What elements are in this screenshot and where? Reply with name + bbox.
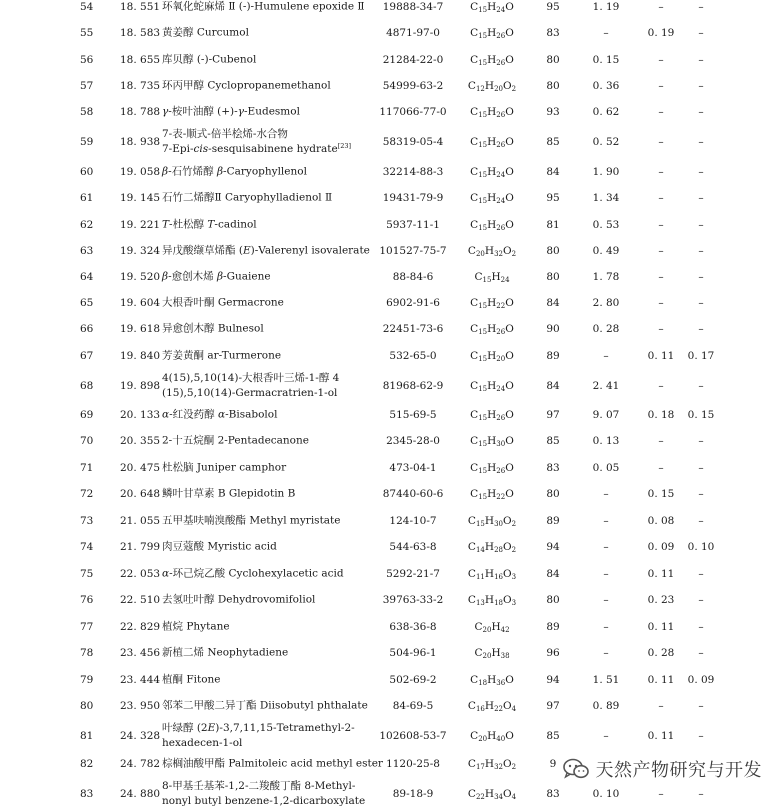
- molecular-formula: $C_{20}H_{38}$: [474, 647, 510, 660]
- cas-number: 19431-79-9: [382, 192, 444, 204]
- content-value-c: –: [698, 1, 704, 13]
- cas-number: 84-69-5: [392, 700, 434, 712]
- row-number: 80: [80, 700, 94, 712]
- match-score: 80: [546, 271, 560, 283]
- compound-name: 库贝醇 (-)-Cubenol: [162, 53, 257, 66]
- content-value-c: 0. 15: [687, 409, 715, 421]
- content-value-c: 0. 17: [687, 350, 715, 362]
- molecular-formula: $C_{13}H_{18}O_3$: [467, 594, 517, 607]
- match-score: 96: [546, 647, 560, 659]
- table-row: [0, 0, 784, 20]
- content-value-b: –: [658, 700, 664, 712]
- match-score: 80: [546, 80, 560, 92]
- cas-number: 4871-97-0: [386, 27, 440, 39]
- table-row: [0, 428, 784, 454]
- compound-name: T-杜松醇 T-cadinol: [162, 218, 257, 231]
- match-score: 85: [546, 730, 560, 742]
- molecular-formula: $C_{20}H_{32}O_2$: [467, 245, 517, 258]
- content-value-a: –: [603, 621, 609, 633]
- table-row: [0, 508, 784, 534]
- content-value-a: –: [603, 488, 609, 500]
- match-score: 80: [546, 54, 560, 66]
- content-value-c: –: [698, 192, 704, 204]
- content-value-b: –: [658, 192, 664, 204]
- row-number: 82: [80, 758, 94, 770]
- content-value-b: –: [658, 271, 664, 283]
- row-number: 68: [80, 380, 94, 392]
- retention-time: 18. 735: [120, 80, 161, 92]
- match-score: 89: [546, 515, 560, 527]
- match-score: 95: [546, 1, 560, 13]
- table-row: [0, 316, 784, 342]
- content-value-a: 1. 78: [592, 271, 620, 283]
- molecular-formula: $C_{15}H_{24}O$: [470, 1, 514, 14]
- content-value-a: –: [603, 27, 609, 39]
- cas-number: 101527-75-7: [379, 245, 447, 257]
- table-row: [0, 238, 784, 264]
- match-score: 9: [549, 758, 557, 770]
- cas-number: 6902-91-6: [386, 297, 440, 309]
- row-number: 77: [80, 621, 94, 633]
- content-value-a: –: [603, 647, 609, 659]
- content-value-a: –: [603, 568, 609, 580]
- content-value-c: –: [698, 245, 704, 257]
- table-row: [0, 47, 784, 73]
- row-number: 58: [80, 106, 94, 118]
- table-row: [0, 99, 784, 125]
- table-row: [0, 640, 784, 666]
- molecular-formula: $C_{15}H_{22}O$: [470, 488, 514, 501]
- table-row: [0, 369, 784, 403]
- retention-time: 19. 520: [120, 271, 161, 283]
- content-value-b: –: [658, 1, 664, 13]
- compound-name: 植酮 Fitone: [162, 673, 221, 686]
- content-value-b: –: [658, 106, 664, 118]
- row-number: 59: [80, 136, 94, 148]
- cas-number: 638-36-8: [389, 621, 437, 633]
- compound-name: β-愈创木烯 β-Guaiene: [162, 270, 271, 283]
- retention-time: 22. 510: [120, 594, 161, 606]
- content-value-a: 0. 36: [592, 80, 620, 92]
- content-value-b: –: [658, 136, 664, 148]
- match-score: 81: [546, 219, 560, 231]
- compound-name: 大根香叶酮 Germacrone: [162, 296, 284, 309]
- match-score: 80: [546, 245, 560, 257]
- content-value-b: 0. 11: [647, 350, 675, 362]
- match-score: 93: [546, 106, 560, 118]
- content-value-a: 1. 34: [592, 192, 620, 204]
- compound-name: 7-表-顺式-倍半桧烯-水合物 7-Epi-cis-sesquisabinene hydrate[23]: [162, 128, 352, 155]
- row-number: 62: [80, 219, 94, 231]
- retention-time: 20. 475: [120, 462, 161, 474]
- compound-name: 芳姜黄酮 ar-Turmerone: [162, 349, 282, 362]
- content-value-b: –: [658, 80, 664, 92]
- cas-number: 39763-33-2: [382, 594, 444, 606]
- molecular-formula: $C_{15}H_{30}O$: [470, 435, 514, 448]
- content-value-c: 0. 10: [687, 541, 715, 553]
- cas-number: 87440-60-6: [382, 488, 444, 500]
- cas-number: 502-69-2: [389, 674, 437, 686]
- match-score: 80: [546, 594, 560, 606]
- content-value-a: 0. 10: [592, 788, 620, 800]
- table-row: [0, 587, 784, 613]
- table-row: [0, 561, 784, 587]
- compound-name: 五甲基呋喃溴酸酯 Methyl myristate: [162, 514, 341, 527]
- molecular-formula: $C_{20}H_{40}O$: [470, 730, 514, 743]
- compound-name: 石竹二烯醇Ⅱ Caryophylladienol Ⅱ: [162, 191, 333, 204]
- match-score: 94: [546, 541, 560, 553]
- compound-name: 8-甲基壬基苯-1,2-二羧酸丁酯 8-Methyl- nonyl butyl benzene-1,2-dicarboxylate: [162, 780, 366, 807]
- compound-name: 肉豆蔻酸 Myristic acid: [162, 540, 277, 553]
- match-score: 83: [546, 788, 560, 800]
- compound-name: 邻苯二甲酸二异丁酯 Diisobutyl phthalate: [162, 699, 368, 712]
- molecular-formula: $C_{15}H_{24}O$: [470, 166, 514, 179]
- compound-name: 黄姜醇 Curcumol: [162, 26, 249, 39]
- match-score: 90: [546, 323, 560, 335]
- content-value-a: 1. 19: [592, 1, 620, 13]
- match-score: 94: [546, 674, 560, 686]
- content-value-a: 0. 49: [592, 245, 620, 257]
- content-value-c: 0. 09: [687, 674, 715, 686]
- content-value-a: 0. 53: [592, 219, 620, 231]
- cas-number: 504-96-1: [389, 647, 437, 659]
- row-number: 72: [80, 488, 94, 500]
- match-score: 89: [546, 621, 560, 633]
- content-value-a: 0. 28: [592, 323, 620, 335]
- table-row: [0, 125, 784, 159]
- row-number: 71: [80, 462, 94, 474]
- compound-name: 棕榈油酸甲酯 Palmitoleic acid methyl ester: [162, 757, 383, 770]
- row-number: 61: [80, 192, 94, 204]
- content-value-b: 0. 11: [647, 568, 675, 580]
- compound-name: 环丙甲醇 Cyclopropanemethanol: [162, 79, 331, 92]
- row-number: 67: [80, 350, 94, 362]
- molecular-formula: $C_{15}H_{26}O$: [470, 219, 514, 232]
- content-value-c: –: [698, 380, 704, 392]
- table-row: [0, 343, 784, 369]
- table-row: [0, 185, 784, 211]
- molecular-formula: $C_{15}H_{26}O$: [470, 409, 514, 422]
- content-value-b: 0. 19: [647, 27, 675, 39]
- match-score: 89: [546, 350, 560, 362]
- content-value-c: –: [698, 435, 704, 447]
- content-value-a: 0. 62: [592, 106, 620, 118]
- content-value-b: –: [658, 166, 664, 178]
- retention-time: 19. 618: [120, 323, 161, 335]
- table-row: [0, 534, 784, 560]
- retention-time: 20. 133: [120, 409, 161, 421]
- content-value-b: –: [658, 323, 664, 335]
- compound-name: 2-十五烷酮 2-Pentadecanone: [162, 434, 309, 447]
- table-row: [0, 614, 784, 640]
- content-value-c: –: [698, 219, 704, 231]
- compound-name: β-石竹烯醇 β-Caryophyllenol: [162, 165, 307, 178]
- compound-name: 去氢吐叶醇 Dehydrovomifoliol: [162, 593, 316, 606]
- match-score: 84: [546, 166, 560, 178]
- cas-number: 54999-63-2: [382, 80, 444, 92]
- row-number: 63: [80, 245, 94, 257]
- row-number: 64: [80, 271, 94, 283]
- retention-time: 19. 058: [120, 166, 161, 178]
- row-number: 83: [80, 788, 94, 800]
- table-row: [0, 667, 784, 693]
- molecular-formula: $C_{15}H_{26}O$: [470, 323, 514, 336]
- row-number: 78: [80, 647, 94, 659]
- retention-time: 23. 444: [120, 674, 161, 686]
- cas-number: 89-18-9: [392, 788, 434, 800]
- compound-name: 新植二烯 Neophytadiene: [162, 646, 289, 659]
- content-value-c: –: [698, 488, 704, 500]
- content-value-b: 0. 28: [647, 647, 675, 659]
- retention-time: 19. 221: [120, 219, 161, 231]
- content-value-c: –: [698, 515, 704, 527]
- compound-name: 异戊酸缬草烯酯 (E)-Valerenyl isovalerate: [162, 244, 370, 257]
- row-number: 76: [80, 594, 94, 606]
- match-score: 97: [546, 700, 560, 712]
- molecular-formula: $C_{15}H_{24}O$: [470, 380, 514, 393]
- row-number: 79: [80, 674, 94, 686]
- content-value-a: –: [603, 515, 609, 527]
- retention-time: 19. 145: [120, 192, 161, 204]
- content-value-a: –: [603, 350, 609, 362]
- content-value-b: 0. 23: [647, 594, 675, 606]
- content-value-c: –: [698, 323, 704, 335]
- match-score: 80: [546, 488, 560, 500]
- row-number: 65: [80, 297, 94, 309]
- cas-number: 124-10-7: [389, 515, 437, 527]
- content-value-b: –: [658, 54, 664, 66]
- row-number: 60: [80, 166, 94, 178]
- compound-name: 环氧化蛇麻烯 Ⅱ (-)-Humulene epoxide Ⅱ: [162, 0, 365, 13]
- retention-time: 19. 604: [120, 297, 161, 309]
- retention-time: 24. 880: [120, 788, 161, 800]
- content-value-c: –: [698, 462, 704, 474]
- molecular-formula: $C_{14}H_{28}O_2$: [467, 541, 517, 554]
- table-row: [0, 20, 784, 46]
- cas-number: 81968-62-9: [382, 380, 444, 392]
- content-value-a: 0. 89: [592, 700, 620, 712]
- retention-time: 18. 938: [120, 136, 161, 148]
- content-value-a: 1. 51: [592, 674, 620, 686]
- content-value-c: –: [698, 621, 704, 633]
- cas-number: 1120-25-8: [386, 758, 440, 770]
- content-value-a: 2. 80: [592, 297, 620, 309]
- content-value-a: –: [603, 594, 609, 606]
- match-score: 83: [546, 27, 560, 39]
- wechat-icon: [562, 757, 590, 781]
- molecular-formula: $C_{18}H_{36}O$: [470, 674, 514, 687]
- table-row: [0, 719, 784, 753]
- cas-number: 544-63-8: [389, 541, 437, 553]
- cas-number: 19888-34-7: [382, 1, 444, 13]
- cas-number: 21284-22-0: [382, 54, 444, 66]
- content-value-c: –: [698, 594, 704, 606]
- content-value-a: –: [603, 541, 609, 553]
- match-score: 97: [546, 409, 560, 421]
- cas-number: 117066-77-0: [379, 106, 447, 118]
- content-value-a: 0. 15: [592, 54, 620, 66]
- content-value-a: 0. 05: [592, 462, 620, 474]
- molecular-formula: $C_{20}H_{42}$: [474, 621, 510, 634]
- content-value-b: –: [658, 380, 664, 392]
- retention-time: 21. 055: [120, 515, 161, 527]
- content-value-b: 0. 08: [647, 515, 675, 527]
- retention-time: 20. 648: [120, 488, 161, 500]
- content-value-a: 9. 07: [592, 409, 620, 421]
- compound-name: 杜松脑 Juniper camphor: [162, 461, 287, 474]
- content-value-c: –: [698, 788, 704, 800]
- retention-time: 19. 324: [120, 245, 161, 257]
- row-number: 81: [80, 730, 94, 742]
- molecular-formula: $C_{15}H_{26}O$: [470, 54, 514, 67]
- content-value-c: –: [698, 700, 704, 712]
- compound-name: 鳞叶甘草素 B Glepidotin B: [162, 487, 296, 500]
- molecular-formula: $C_{22}H_{34}O_4$: [467, 788, 517, 801]
- content-value-b: 0. 11: [647, 730, 675, 742]
- molecular-formula: $C_{11}H_{16}O_3$: [467, 568, 517, 581]
- content-value-a: –: [603, 730, 609, 742]
- table-row: [0, 455, 784, 481]
- content-value-b: 0. 11: [647, 674, 675, 686]
- match-score: 95: [546, 192, 560, 204]
- retention-time: 23. 950: [120, 700, 161, 712]
- content-value-b: –: [658, 219, 664, 231]
- compound-name: 4(15),5,10(14)-大根香叶三烯-1-醇 4 (15),5,10(14)-Germacratrien-1-ol: [162, 372, 340, 399]
- match-score: 84: [546, 568, 560, 580]
- content-value-c: –: [698, 27, 704, 39]
- compound-name: α-红没药醇 α-Bisabolol: [162, 408, 278, 421]
- content-value-c: –: [698, 647, 704, 659]
- content-value-b: 0. 11: [647, 621, 675, 633]
- compound-name: 叶绿醇 (2E)-3,7,11,15-Tetramethyl-2- hexadecen-1-ol: [162, 722, 355, 749]
- content-value-c: –: [698, 730, 704, 742]
- match-score: 84: [546, 380, 560, 392]
- table-row: [0, 73, 784, 99]
- row-number: 73: [80, 515, 94, 527]
- content-value-c: –: [698, 271, 704, 283]
- table-row: [0, 264, 784, 290]
- retention-time: 19. 840: [120, 350, 161, 362]
- row-number: 66: [80, 323, 94, 335]
- retention-time: 18. 788: [120, 106, 161, 118]
- content-value-c: –: [698, 136, 704, 148]
- content-value-a: 0. 13: [592, 435, 620, 447]
- content-value-c: –: [698, 54, 704, 66]
- compound-name: 异愈创木醇 Bulnesol: [162, 322, 264, 335]
- cas-number: 515-69-5: [389, 409, 437, 421]
- cas-number: 22451-73-6: [382, 323, 444, 335]
- row-number: 55: [80, 27, 94, 39]
- cas-number: 5292-21-7: [386, 568, 440, 580]
- retention-time: 21. 799: [120, 541, 161, 553]
- retention-time: 18. 583: [120, 27, 161, 39]
- compound-name: 植烷 Phytane: [162, 620, 230, 633]
- content-value-b: 0. 09: [647, 541, 675, 553]
- row-number: 75: [80, 568, 94, 580]
- retention-time: 20. 355: [120, 435, 161, 447]
- row-number: 56: [80, 54, 94, 66]
- molecular-formula: $C_{12}H_{20}O_2$: [467, 80, 517, 93]
- cas-number: 532-65-0: [389, 350, 437, 362]
- table-row: [0, 481, 784, 507]
- retention-time: 22. 829: [120, 621, 161, 633]
- molecular-formula: $C_{15}H_{26}O$: [470, 106, 514, 119]
- retention-time: 24. 328: [120, 730, 161, 742]
- content-value-b: –: [658, 297, 664, 309]
- content-value-c: –: [698, 297, 704, 309]
- cas-number: 2345-28-0: [386, 435, 440, 447]
- retention-time: 18. 551: [120, 1, 161, 13]
- table-row: [0, 159, 784, 185]
- content-value-b: 0. 15: [647, 488, 675, 500]
- content-value-a: 2. 41: [592, 380, 620, 392]
- cas-number: 5937-11-1: [386, 219, 440, 231]
- cas-number: 58319-05-4: [382, 136, 444, 148]
- cas-number: 473-04-1: [389, 462, 437, 474]
- molecular-formula: $C_{15}H_{26}O$: [470, 136, 514, 149]
- table-row: [0, 693, 784, 719]
- compound-name: α-环己烷乙酸 Cyclohexylacetic acid: [162, 567, 344, 580]
- molecular-formula: $C_{15}H_{30}O_2$: [467, 515, 517, 528]
- content-value-c: –: [698, 106, 704, 118]
- content-value-b: –: [658, 462, 664, 474]
- retention-time: 19. 898: [120, 380, 161, 392]
- molecular-formula: $C_{15}H_{24}$: [474, 271, 510, 284]
- row-number: 69: [80, 409, 94, 421]
- watermark-text: 天然产物研究与开发: [595, 760, 762, 781]
- retention-time: 24. 782: [120, 758, 161, 770]
- match-score: 85: [546, 136, 560, 148]
- content-value-a: 1. 90: [592, 166, 620, 178]
- content-value-b: –: [658, 788, 664, 800]
- table-row: [0, 212, 784, 238]
- row-number: 74: [80, 541, 94, 553]
- content-value-b: 0. 18: [647, 409, 675, 421]
- compound-name: γ-桉叶油醇 (+)-γ-Eudesmol: [162, 105, 300, 118]
- molecular-formula: $C_{15}H_{26}O$: [470, 27, 514, 40]
- row-number: 70: [80, 435, 94, 447]
- content-value-c: –: [698, 80, 704, 92]
- retention-time: 23. 456: [120, 647, 161, 659]
- content-value-b: –: [658, 435, 664, 447]
- content-value-c: –: [698, 568, 704, 580]
- cas-number: 32214-88-3: [382, 166, 444, 178]
- table-row: [0, 290, 784, 316]
- content-value-a: 0. 52: [592, 136, 620, 148]
- cas-number: 102608-53-7: [379, 730, 447, 742]
- molecular-formula: $C_{16}H_{22}O_4$: [467, 700, 517, 713]
- match-score: 83: [546, 462, 560, 474]
- retention-time: 22. 053: [120, 568, 161, 580]
- molecular-formula: $C_{17}H_{32}O_2$: [467, 758, 517, 771]
- retention-time: 18. 655: [120, 54, 161, 66]
- row-number: 57: [80, 80, 94, 92]
- molecular-formula: $C_{15}H_{26}O$: [470, 462, 514, 475]
- molecular-formula: $C_{15}H_{22}O$: [470, 297, 514, 310]
- watermark: [558, 755, 767, 783]
- molecular-formula: $C_{15}H_{20}O$: [470, 350, 514, 363]
- table-row: [0, 402, 784, 428]
- row-number: 54: [80, 1, 94, 13]
- content-value-c: –: [698, 166, 704, 178]
- match-score: 84: [546, 297, 560, 309]
- match-score: 85: [546, 435, 560, 447]
- cas-number: 88-84-6: [392, 271, 434, 283]
- content-value-b: –: [658, 245, 664, 257]
- molecular-formula: $C_{15}H_{24}O$: [470, 192, 514, 205]
